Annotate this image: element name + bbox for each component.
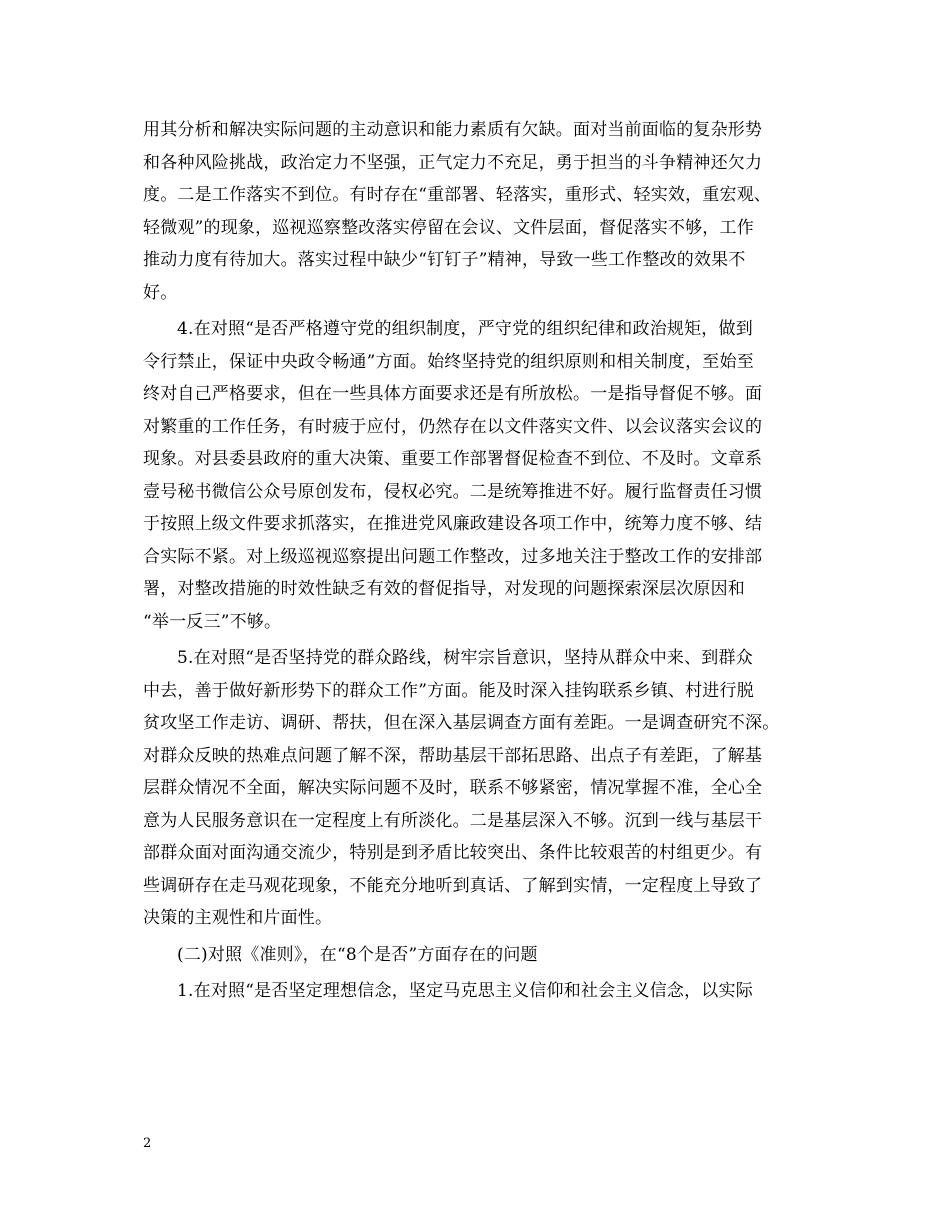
text-line: 部群众面对面沟通交流少，特别是到矛盾比较突出、条件比较艰苦的村组更少。有 bbox=[143, 843, 763, 863]
text-line: 令行禁止，保证中央政令畅通”方面。始终坚持党的组织原则和相关制度，至始至 bbox=[143, 351, 754, 372]
text-line: 现象。对县委县政府的重大决策、重要工作部署督促检查不到位、不及时。文章系 bbox=[143, 449, 763, 469]
text-line: 用其分析和解决实际问题的主动意识和能力素质有欠缺。面对当前面临的复杂形势 bbox=[143, 120, 763, 140]
text-line: 度。二是工作落实不到位。有时存在“重部署、轻落实，重形式、轻实效，重宏观、 bbox=[143, 185, 772, 205]
text-line: 层群众情况不全面，解决实际问题不及时，联系不够紧密，情况掌握不准，全心全 bbox=[143, 778, 763, 798]
paragraph-first-line: 5.在对照“是否坚持党的群众路线，树牢宗旨意识，坚持从群众中来、到群众 bbox=[177, 648, 753, 668]
text-line: 中去，善于做好新形势下的群众工作”方面。能及时深入挂钩联系乡镇、村进行脱 bbox=[143, 680, 754, 701]
text-line: 意为人民服务意识在一定程度上有所淡化。二是基层深入不够。沉到一线与基层干 bbox=[143, 810, 763, 831]
text-line: 署，对整改措施的时效性缺乏有效的督促指导，对发现的问题探索深层次原因和 bbox=[143, 579, 745, 599]
text-line: 好。 bbox=[143, 282, 178, 303]
text-line: 推动力度有待加大。落实过程中缺少“钉钉子”精神，导致一些工作整改的效果不 bbox=[143, 250, 746, 270]
text-line: 和各种风险挑战，政治定力不坚强，正气定力不充足，勇于担当的斗争精神还欠力 bbox=[143, 152, 763, 173]
section-heading: (二)对照《准则》，在“8个是否”方面存在的问题 bbox=[177, 944, 538, 965]
text-line: 于按照上级文件要求抓落实，在推进党风廉政建设各项工作中，统筹力度不够、结 bbox=[143, 514, 763, 534]
text-line: 对群众反映的热难点问题了解不深，帮助基层干部拓思路、出点子有差距，了解基 bbox=[143, 745, 763, 766]
text-line: 壹号秘书微信公众号原创发布，侵权必究。二是统筹推进不好。履行监督责任习惯 bbox=[143, 481, 763, 502]
text-line: 终对自己严格要求，但在一些具体方面要求还是有所放松。一是指导督促不够。面 bbox=[143, 384, 763, 404]
text-line: 决策的主观性和片面性。 bbox=[143, 908, 333, 928]
text-line: 轻微观”的现象，巡视巡察整改落实停留在会议、文件层面，督促落实不够，工作 bbox=[143, 217, 754, 238]
text-line: 些调研存在走马观花现象，不能充分地听到真话、了解到实情，一定程度上导致了 bbox=[143, 875, 763, 896]
page-number: 2 bbox=[143, 1136, 152, 1151]
text-line: 对繁重的工作任务，有时疲于应付，仍然存在以文件落实文件、以会议落实会议的 bbox=[143, 416, 763, 437]
paragraph-first-line: 4.在对照“是否严格遵守党的组织制度，严守党的组织纪律和政治规矩，做到 bbox=[177, 319, 753, 339]
document-body bbox=[143, 114, 813, 1008]
text-line: 合实际不紧。对上级巡视巡察提出问题工作整改，过多地关注于整改工作的安排部 bbox=[143, 546, 763, 567]
paragraph-first-line: 1.在对照“是否坚定理想信念，坚定马克思主义信仰和社会主义信念，以实际 bbox=[177, 981, 753, 1001]
text-line: 贫攻坚工作走访、调研、帮扶，但在深入基层调查方面有差距。一是调查研究不深。 bbox=[143, 713, 780, 733]
text-line: “举一反三”不够。 bbox=[143, 611, 282, 632]
